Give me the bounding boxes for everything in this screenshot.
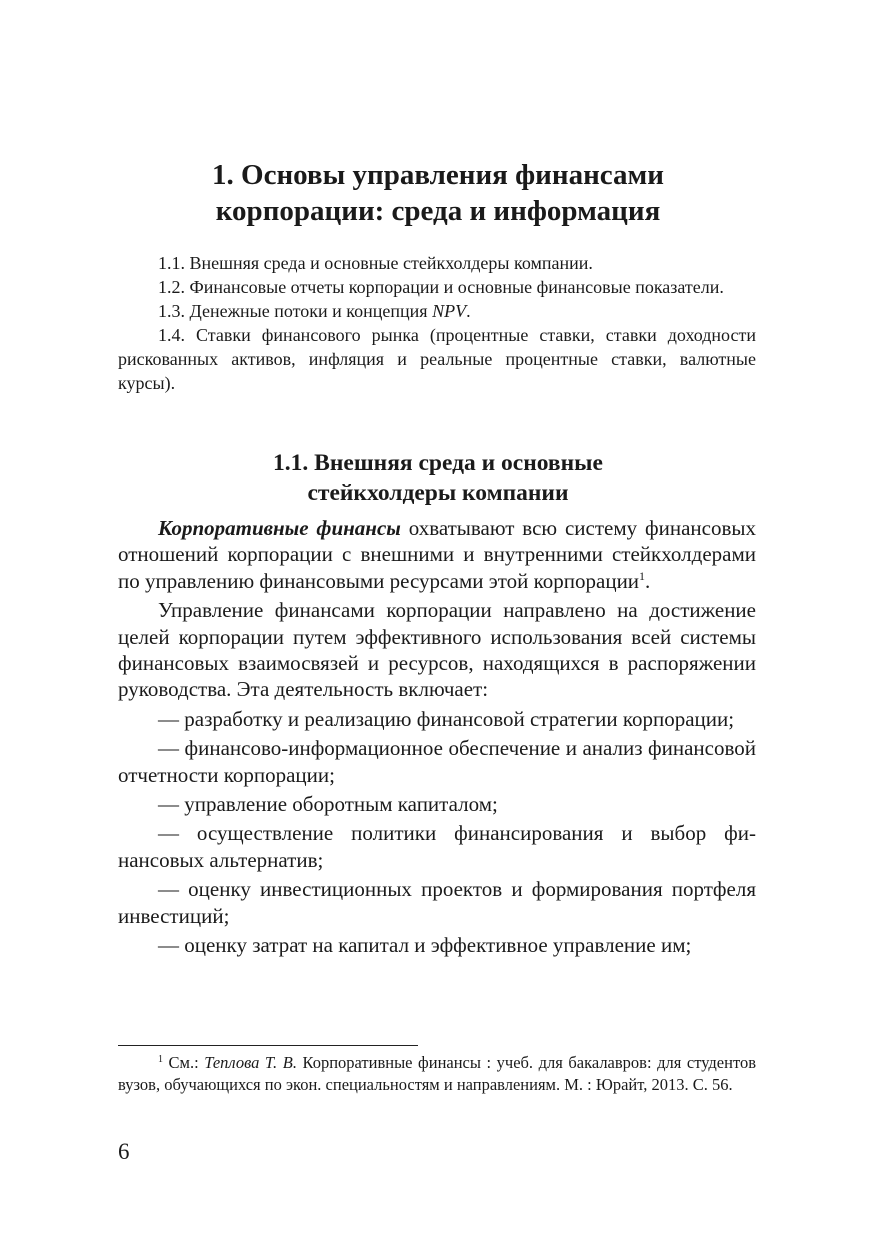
toc-item-3 <box>118 299 756 323</box>
toc-item-3-text: 1.3. Денежные потоки и концепция <box>158 301 433 321</box>
paragraph-2: Управление финансами корпорации направлено на достижение целей корпорации путем эффективного использования всей системы финансовых взаимосвязей и ресурсов, находящихся в распоряжении руководства. Эта деятельность включает: <box>118 598 756 702</box>
footnote-mark: 1 <box>158 1054 163 1065</box>
chapter-title-line-1: 1. Основы управления финансами <box>212 159 664 191</box>
list-item: — оценку инвестиционных проектов и формирования портфеля инвестиций; <box>118 877 756 928</box>
footnote-divider <box>118 1045 418 1046</box>
list-item: — финансово-информационное обеспечение и анализ финансовой отчетности корпорации; <box>118 736 756 787</box>
paragraph-1-text: охватывают всю систему финансовых отношений корпорации с внешними и внутренними стейкхолдерами по управлению финансовыми ресурсами этой корпорации <box>118 516 756 593</box>
list-item: — осуществление политики финансирования и выбор финансовых альтернатив; <box>118 821 756 872</box>
section-title-line-2: стейкхолдеры компании <box>307 480 569 506</box>
footnote <box>118 1052 756 1096</box>
section-title <box>118 448 758 508</box>
list-item: — разработку и реализацию финансовой стратегии корпорации; <box>158 706 735 731</box>
list-item: — оценку затрат на капитал и эффективное управление им; <box>158 933 692 958</box>
toc-npv-term: NPV <box>432 301 467 321</box>
section-title-line-1: 1.1. Внешняя среда и основные <box>273 450 603 476</box>
footnote-reference: 1 <box>639 568 646 583</box>
footnote-prefix: См.: <box>163 1053 205 1072</box>
chapter-contents <box>118 251 756 395</box>
paragraph-1 <box>118 515 756 594</box>
toc-item-1: 1.1. Внешняя среда и основные стейкхолдеры компании. <box>158 253 593 273</box>
footnote-citation: Корпоративные финансы : учеб. для бакалавров: для студентов вузов, обучающихся по экон. специальностям и направлениям. М. : Юрайт, 2013. С. 56. <box>118 1053 756 1094</box>
chapter-title <box>118 157 758 229</box>
chapter-title-line-2: корпорации: среда и информация <box>215 195 661 227</box>
list-item: — управление оборотным капиталом; <box>158 792 498 817</box>
defined-term: Корпоративные финансы <box>158 516 401 540</box>
footnote-author: Теплова Т. В. <box>204 1053 297 1072</box>
toc-item-2: 1.2. Финансовые отчеты корпорации и основные финансовые показатели. <box>158 277 724 297</box>
footnote-text <box>118 1052 756 1096</box>
paragraph-1-end: . <box>645 568 651 593</box>
toc-item-4: 1.4. Ставки финансового рынка (процентные ставки, ставки доходности рискованных активов, инфляция и реальные процентные ставки, валютные курсы). <box>118 325 756 393</box>
body-text <box>118 515 756 959</box>
page-number: 6 <box>118 1139 130 1164</box>
toc-item-3-end: . <box>466 301 471 321</box>
